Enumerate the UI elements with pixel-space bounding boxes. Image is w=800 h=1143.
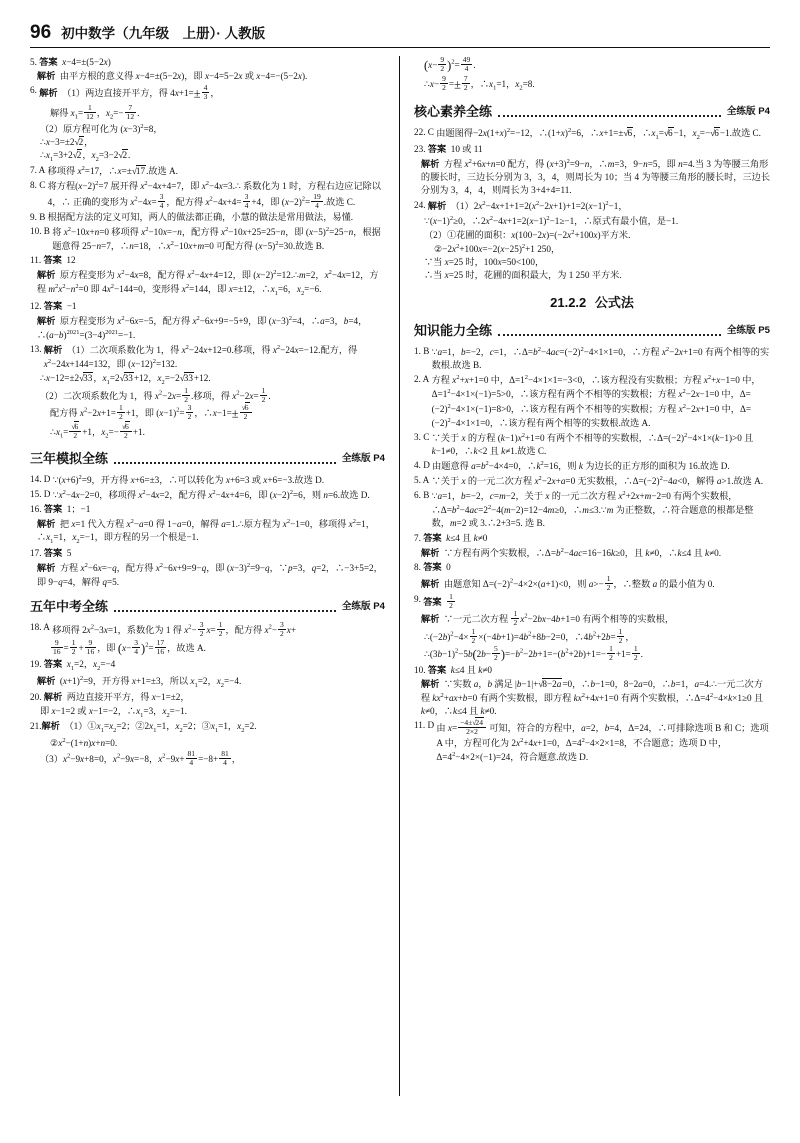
answer-entry: 9. B 根据配方法的定义可知，两人的做法都正确，小慧的做法是常用做法，易懂. bbox=[30, 211, 354, 222]
math-line: ∵当 x=25 时，100x=50<100， bbox=[424, 257, 545, 268]
section-title: 五年中考全练 bbox=[30, 598, 109, 614]
answer-entry: 7. A 移项得 $x^2=17$，∴x=± √ 17.故选 A. bbox=[30, 164, 385, 178]
analysis-entry: 6. 解析 （1）两边直接开平方，得 4x+1=± $\frac{4}{3}$ ， bbox=[30, 83, 220, 102]
math-line: ∴当 x=25 时，花圃的面积最大，为 1 250 平方米. bbox=[424, 270, 622, 281]
answer-entry: 10. B 将 $x^2-10x+n=0$ 移项得 $x^2-10x=-n$，配方得 $x^2-10x+25=25-n$，即 $(x-5)^2=25-n$，根据题意得 25−n=7，∴n=18，$\therefore x^2-10x+m=0$ 可配方得 $(x-5)^2=30$.故选 B. bbox=[30, 226, 381, 252]
answer-entry: 20. 解析 两边直接开平方，得 x−1=±2， bbox=[30, 691, 190, 702]
answer-entry: 7. 答案 k≤4 且 k≠0 bbox=[414, 532, 488, 543]
analysis-entry: 解析 原方程变形为 $x^2-6x=-5$，配方得 $x^2-6x+9=-5+9$，即 $(x-3)^2=4$，∴a=3，b=4，$\therefore(a-b)^{2021}=(3-4)^{2021}=-1$. bbox=[36, 314, 368, 340]
analysis-entry: 13. 解析 （1）二次项系数化为 1，得 $x^2-24x+12=0$.移项，得 $x^2-24x=-12$.配方，得 $x^2-24x+144=132$，即 $(x-12)^2=132$. bbox=[30, 343, 358, 370]
answer-entry: 2. A 方程 $x^2+x+1=0$ 中，$\Delta=1^2-4\times 1\times 1=-3<0$，∴该方程没有实数根；方程 $x^2+x-1=0$ 中，$\Delta=1^2-4\times 1\times(-1)=5>0$，∴该方程有两个不相等的实数根；方程 $x^2-2x-1=0$ 中，$\Delta=(-2)^2-4\times 1\times(-1)=8>0$，∴该方程有两个不相等的实数根；方程 $x^2-2x+1=0$ 中，$\Delta=(-2)^2-4\times 1\times 1=0$，∴该方程有两个相等的实数根.故选 A. bbox=[414, 374, 761, 428]
analysis-entry: 解析 由平方根的意义得 x−4=±(5−2x)，即 x−4=5−2x 或 x−4=−(5−2x). bbox=[36, 71, 308, 82]
math-line: $\frac{9}{16}$ = $\frac{1}{2}$ + $\frac{9}{16}$ ，即 (x− $\frac{3}{4}$ )$^2$= $\frac{17}{16}$ ，故选 A. bbox=[53, 637, 206, 656]
section-heading-core-literacy bbox=[414, 103, 770, 121]
answer-entry: 4. D 由题意得 $a=b^2-4\times 4=0$，$\therefore k^2=16$，则 k 为边长的正方形的面积为 16.故选 D. bbox=[414, 459, 730, 472]
section-tag: 全练版 P4 bbox=[341, 601, 385, 613]
math-line: 即 x−1=2 或 x−1=−2，$\therefore x_1=3$，$x_2=-1$. bbox=[40, 705, 187, 719]
math-line: （2）①花圃的面积：$x(100-2x)=(-2x^2+100x)$平方米. bbox=[424, 228, 631, 240]
analysis-entry: 解析 $(x+1)^2=9$，开方得 x+1=±3，所以 $x_1=2$，$x_2=-4$. bbox=[36, 674, 242, 689]
section-title: 核心素养全练 bbox=[414, 103, 493, 119]
left-column bbox=[30, 56, 400, 1096]
chapter-number: 21.2.2 bbox=[550, 295, 587, 311]
answer-entry: 14. D $\because(x+6)^2=9$，开方得 x+6=±3，∴可以转化为 x+6=3 或 x+6=−3.故选 D. bbox=[30, 473, 325, 486]
answer-entry: 9. 答案 $\frac{1}{2}$ bbox=[414, 591, 453, 610]
math-line: ∴x−3=±2 √ 2， bbox=[40, 136, 385, 149]
answer-entry: 1. B ∵a=1，b=−2，c=1，$\therefore\Delta=b^2-4ac=(-2)^2-4\times 1\times 1=0$，∴方程 $x^2-2x+1=0$ 有两个相等的实数根.故选 B. bbox=[414, 346, 770, 371]
section-tag: 全练版 P4 bbox=[726, 106, 770, 118]
section-title: 知识能力全练 bbox=[414, 322, 493, 338]
answer-entry: 10. 答案 k≤4 且 k≠0 bbox=[414, 665, 492, 676]
math-line: $\therefore(-2b)^2-4\times$ $\frac{1}{2}$ $\times(-4b+1)=4b^2+8b-2=0$，$\therefore 4b^2+2b=$ $\frac{1}{2}$ ， bbox=[424, 627, 635, 646]
analysis-entry: 24. 解析 $(1)2x^2-4x+1+1=2(x^2-2x+1)+1=2(x-1)^2-1$， bbox=[414, 199, 628, 211]
answer-entry: 8. C 将方程$(x-2)^2=7$ 展开得 $x^2-4x+4=7$，即 $x^2-4x=3.\therefore$ 系数化为 1 时，方程右边应记除以 4，∴ 正确的变形为 $x^2-4x=$ $\frac{3}{4}$ ，配方得 $x^2-4x+4=$ $\frac{3}{4}$ +4，即 $(x-2)^2=$ $\frac{19}{4}$ .故选 C. bbox=[30, 180, 381, 211]
section-heading-knowledge bbox=[414, 322, 770, 340]
analysis-entry: 解析 原方程变形为 $x^2-4x=8$，配方得 $x^2-4x+4=12$，即 $(x-2)^2=12.\therefore m=2$，$x^2-4x=12$，方程 $m^2x^2-n^2=0$ 即 $4x^2-144=0$，变形得 $x^2=144$，即 x=±12，$\therefore x_1=6$，$x_2=-6$. bbox=[36, 269, 379, 298]
math-line: （2）原方程可化为 $(x-3)^2=8$， bbox=[40, 122, 163, 134]
section-heading-five-year bbox=[30, 598, 385, 616]
answer-entry: 23. 答案 10 或 11 bbox=[414, 144, 483, 155]
page-number: 96 bbox=[30, 22, 52, 43]
math-line: (x− $\frac{9}{2}$ )$^2$= $\frac{49}{4}$ . bbox=[424, 55, 476, 73]
section-title: 三年模拟全练 bbox=[30, 450, 109, 466]
math-line: ∴x− $\frac{9}{2}$ =± $\frac{7}{2}$ ，$\therefore x_1=1$，$x_2=8$. bbox=[424, 73, 535, 92]
analysis-entry: 解析 方程 $x^2+6x+n=0$ 配方，得 $(x+3)^2=9-n$，∴m=3，9−n=5，即 n=4.当 3 为等腰三角形的腰长时，三边长分别为 3，3，4，则周长为 10；当 4 为等腰三角形的腰长时，三边长分别为 3，4，4，则周长为 3+4+4=11. bbox=[420, 158, 771, 196]
section-tag: 全练版 P4 bbox=[341, 452, 385, 464]
analysis-entry: 解析 把 x=1 代入方程 $x^2-a=0$ 得 1−a=0，解得 a=1.∴原方程为 $x^2-1=0$，移项得 $x^2=1$，$\therefore x_1=1$，$x_2=-1$，即方程的另一个根是−1. bbox=[36, 518, 375, 546]
answer-entry: 16. 答案 1；−1 bbox=[30, 504, 91, 515]
section-heading-three-year bbox=[30, 450, 385, 468]
answer-entry: 15. D $\because x^2-4x-2=0$，移项得 $x^2-4x=2$，配方得 $x^2-4x+4=6$，即 $(x-2)^2=6$，则 n=6.故选 D. bbox=[30, 489, 370, 501]
answer-entry: 18. A 移项得 $2x^2-3x=1$，系数化为 1 得 $x^2-$ $\frac{3}{2}$ x= $\frac{1}{2}$ ，配方得 $x^2-$ $\frac{3}{2}$ x+ bbox=[30, 620, 297, 638]
analysis-entry: 解析 ∵方程有两个实数根，$\therefore\Delta=b^2-4ac=16-16k\ge 0$，且 k≠0，∴k≤4 且 k≠0. bbox=[420, 546, 722, 558]
math-line: $\therefore x_1=$ √ $\frac{6}{2}$ +1，$x_2=-$ √ $\frac{6}{2}$ +1. bbox=[50, 423, 385, 441]
two-column-body bbox=[30, 56, 770, 1096]
page-header bbox=[30, 22, 770, 48]
answer-entry: 8. 答案 0 bbox=[414, 561, 451, 572]
right-column bbox=[400, 56, 770, 1096]
section-tag: 全练版 P5 bbox=[726, 325, 770, 337]
math-line: 解得 $x_1=$ $\frac{1}{12}$ ，$x_2=-$ $\frac{7}{12}$ . bbox=[50, 103, 140, 121]
answer-entry: 17. 答案 5 bbox=[30, 548, 72, 559]
math-line: $②-2x^2+100x=-2(x-25)^2+1$ 250， bbox=[434, 242, 561, 254]
dotted-rule bbox=[114, 601, 336, 612]
chapter-name: 公式法 bbox=[594, 295, 634, 311]
analysis-entry: 解析 ∵实数 a，b 满足 |b−1|+ √ 8−2a=0，∴b−1=0，8−2a=0，∴b=1，a=4.∴一元二次方程 $kx^2+ax+b=0$ 有两个实数根，即方程 $kx^2+4x+1=0$ 有两个实数根，$\therefore\Delta=4^2-4\times k\times 1\ge 0$ 且 k≠0，∴k≤4 且 k≠0. bbox=[414, 678, 770, 718]
math-line: $\therefore x_1=3+2$ √ 2，$x_2=3-2$ √ 2. bbox=[40, 149, 385, 164]
math-line: $\because(x-1)^2\ge 0$，$\therefore 2x^2-4x+1=2(x-1)^2-1\ge-1$，∴原式有最小值，是−1. bbox=[424, 214, 679, 226]
answer-entry: 19. 答案 $x_1=2$，$x_2=-4$ bbox=[30, 658, 116, 672]
dotted-rule bbox=[498, 325, 721, 336]
math-line: $(3)x^2-9x+8=0$，$x^2-9x=-8$，$x^2-9x+$ $\frac{81}{4}$ =−8+ $\frac{81}{4}$ ， bbox=[40, 748, 241, 767]
math-line: $\therefore(3b-1)^2-5b(2b-$ $\frac{5}{2}$ )$=-b^2-2b+1=-(b^2+2b)+1=-$ $\frac{1}{2}$ +1= $\frac{1}{2}$ . bbox=[424, 644, 643, 663]
chapter-heading bbox=[414, 294, 770, 312]
math-line: 配方得 $x^2-2x+1=$ $\frac{1}{2}$ +1，即 $(x-1)^2=$ $\frac{3}{2}$ ，∴x−1=± √ $\frac{6}{2}$ bbox=[50, 404, 385, 423]
answer-entry: 11. 答案 12 bbox=[30, 255, 76, 266]
analysis-entry: 21. 解析 $(1)①x_1=x_2=2$；$②2x_1=1$，$x_2=2$；$③x_1=1$，$x_2=2$. bbox=[30, 720, 257, 734]
analysis-entry: 解析 方程 $x^2-6x=-q$，配方得 $x^2-6x+9=9-q$，即 $(x-3)^2=9-q$，∵p=3，q=2，∴−3+5=2，即 9−q=4，解得 q=5. bbox=[36, 562, 383, 587]
answer-entry: 5. A ∵关于 x 的一元二次方程 $x^2-2x+a=0$ 无实数根，$\therefore\Delta=(-2)^2-4a<0$，解得 a>1.故选 A. bbox=[414, 475, 764, 487]
analysis-entry: 解析 ∵一元二次方程 $\frac{1}{2}$ $x^2-2bx-4b+1=0$ 有两个相等的实数根， bbox=[420, 609, 675, 628]
math-line: （2）二次项系数化为 1，得 $x^2-2x=$ $\frac{1}{2}$ .移项，得 $x^2-2x=$ $\frac{1}{2}$ . bbox=[40, 386, 271, 404]
answer-entry: 22. C 由题图得$-2x(1+x)^2=-12$，$\therefore(1+x)^2=6$，∴x+1=± √ 6，$\therefore x_1=$ √ 6−1，$x_2=-$ √ 6−1.故选 C. bbox=[414, 126, 770, 142]
dotted-rule bbox=[114, 453, 336, 464]
answer-entry: 5. 答案 x−4=±(5−2x) bbox=[30, 57, 111, 67]
answer-entry: 6. B ∵a=1，b=−2，c=m−2，关于 x 的一元二次方程 $x^2+2x+m-2=0$ 有两个实数根，$\therefore\Delta=b^2-4ac=2^2-4(m-2)=12-4m\ge 0$，∴m≤3.∵m 为正整数，∴符合题意的根都是整数，m=2 或 3.∴2+3=5. 选 B. bbox=[414, 490, 754, 529]
math-line: ∴x−12=±2 √ 33，$x_1=2$ √ 33+12，$x_2=-2$ √ 33+12. bbox=[40, 372, 385, 387]
answer-entry: 12. 答案 −1 bbox=[30, 300, 77, 311]
answer-entry: 3. C ∵关于 x 的方程 $(k-1)x^2+1=0$ 有两个不相等的实数根，$\therefore\Delta=(-2)^2-4\times 1\times(k-1)>0$ 且 k−1≠0，∴k<2 且 k≠1.故选 C. bbox=[414, 431, 754, 456]
answer-entry: 11. D 由 x= $\frac{-4\pm √ 24}{2\times 2}$ 可知，符合的方程中，a=2，b=4，Δ=24，∴可排除选项 B 和 C；选项 A 中，方程可化为 $2x^2+4x+1=0$，$\Delta=4^2-4\times 2\times 1=8$，不合题意；选项 D 中，$\Delta=4^2-4\times 2\times(-1)=24$，符合题意.故选 D. bbox=[414, 719, 770, 764]
analysis-entry: 解析 由题意知 $\Delta=(-2)^2-4\times 2\times(a+1)<0$，则 a>− $\frac{1}{2}$ ，∴整数 a 的最小值为 0. bbox=[420, 573, 715, 592]
dotted-rule bbox=[498, 106, 721, 117]
page-title: 初中数学（九年级 上册）· 人教版 bbox=[61, 26, 266, 41]
math-line: $②x^2-(1+n)x+n=0$. bbox=[50, 736, 118, 748]
